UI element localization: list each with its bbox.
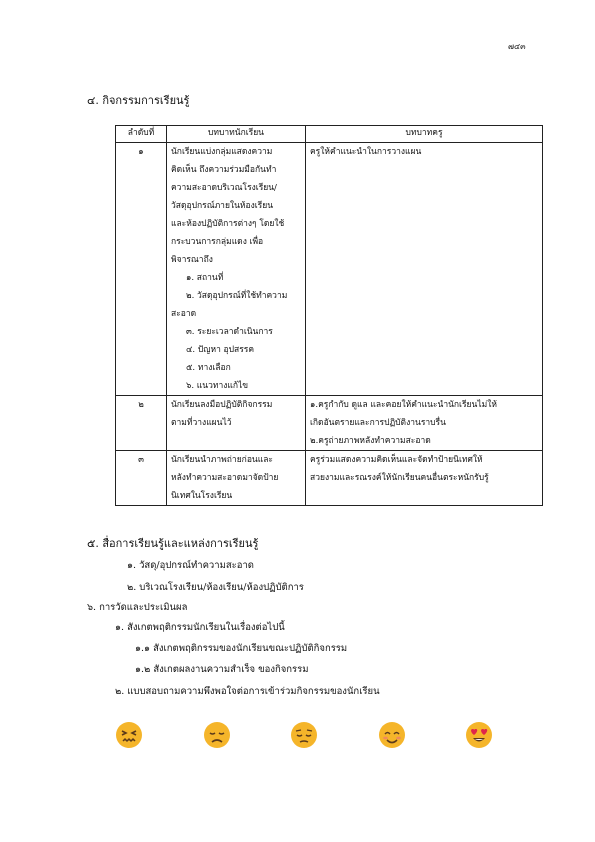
row-number: ๓ xyxy=(116,451,167,506)
section4-heading: ๔. กิจกรรมการเรียนรู้ xyxy=(87,94,190,107)
media-item-1: ๑. วัสดุ/อุปกรณ์ทำความสะอาด xyxy=(127,560,254,571)
section6-heading: ๖. การวัดและประเมินผล xyxy=(87,602,188,613)
student-role-line: พิจารณาถึง xyxy=(171,255,213,265)
smiling-face-icon xyxy=(378,721,406,749)
eval-sub-1: ๑.๑ สังเกตพฤติกรรมของนักเรียนขณะปฏิบัติกิจกรรม xyxy=(135,643,348,654)
section5-heading: ๕. สื่อการเรียนรู้และแหล่งการเรียนรู้ xyxy=(87,537,259,550)
disappointed-face-icon xyxy=(203,721,231,749)
teacher-role-line: ครูร่วมแสดงความคิดเห็นและจัดทำป้ายนิเทศให้ xyxy=(310,455,483,465)
header-no: ลำดับที่ xyxy=(116,126,167,143)
teacher-role-cell xyxy=(306,396,543,451)
student-role-cell xyxy=(167,396,306,451)
student-role-line: กระบวนการกลุ่มแดง เพื่อ xyxy=(171,237,264,247)
student-role-line: ตามที่วางแผนไว้ xyxy=(171,418,232,428)
eval-item-2: ๒. แบบสอบถามความพึงพอใจต่อการเข้าร่วมกิจกรรมของนักเรียน xyxy=(115,686,380,697)
teacher-role-line: ๒.ครูถ่ายภาพหลังทำความสะอาด xyxy=(310,436,431,446)
media-item-2: ๒. บริเวณโรงเรียน/ห้องเรียน/ห้องปฏิบัติการ xyxy=(127,582,304,593)
teacher-role-line: สวยงามและรณรงค์ให้นักเรียนคนอื่นตระหนักรับรู้ xyxy=(310,473,489,483)
teacher-role-cell xyxy=(306,143,543,396)
table-row xyxy=(116,396,543,451)
header-student-role: บทบาทนักเรียน xyxy=(167,126,306,143)
row-number: ๒ xyxy=(116,396,167,451)
student-role-line: วัสดุอุปกรณ์ภายในห้องเรียน xyxy=(171,201,274,211)
consideration-item: ๕. ทางเลือก xyxy=(186,363,231,373)
student-role-line: นักเรียนแบ่งกลุ่มแสดงความ xyxy=(171,147,273,157)
table-row xyxy=(116,143,543,396)
student-role-line: ความสะอาดบริเวณโรงเรียน/ xyxy=(171,183,277,193)
table-row xyxy=(116,451,543,506)
consideration-item: ๔. ปัญหา อุปสรรค xyxy=(186,345,255,355)
eval-item-1: ๑. สังเกตพฤติกรรมนักเรียนในเรื่องต่อไปนี้ xyxy=(115,622,285,633)
page-number: ๗๔๓ xyxy=(508,42,526,51)
student-role-line: นักเรียนนำภาพถ่ายก่อนและ xyxy=(171,455,273,465)
activities-table xyxy=(115,125,543,506)
consideration-item: สะอาด xyxy=(171,309,197,319)
student-role-line: นิเทศในโรงเรียน xyxy=(171,491,233,501)
consideration-item: ๒. วัสดุอุปกรณ์ที่ใช้ทำความ xyxy=(186,291,288,301)
student-role-line: หลังทำความสะอาดมาจัดป้าย xyxy=(171,473,279,483)
consideration-item: ๓. ระยะเวลาดำเนินการ xyxy=(186,327,273,337)
student-role-line: นักเรียนลงมือปฏิบัติกิจกรรม xyxy=(171,400,273,410)
consideration-item: ๖. แนวทางแก้ไข xyxy=(186,381,249,391)
teacher-role-line: ครูให้คำแนะนำในการวางแผน xyxy=(310,147,422,157)
row-number: ๑ xyxy=(116,143,167,396)
student-role-cell xyxy=(167,143,306,396)
heart-eyes-face-icon xyxy=(465,721,493,749)
eval-sub-2: ๑.๒ สังเกตผลงานความสำเร็จ ของกิจกรรม xyxy=(135,664,309,675)
table-header-row xyxy=(116,126,543,143)
student-role-cell xyxy=(167,451,306,506)
teacher-role-line: ๑.ครูกำกับ ดูแล และคอยให้คำแนะนำนักเรียนไม่ให้ xyxy=(310,400,497,410)
relieved-face-icon xyxy=(290,721,318,749)
confounded-face-icon xyxy=(115,721,143,749)
student-role-line: และห้องปฏิบัติการต่างๆ โดยใช้ xyxy=(171,219,285,229)
teacher-role-cell xyxy=(306,451,543,506)
student-role-line: คิดเห็น ถึงความร่วมมือกันทำ xyxy=(171,165,277,175)
consideration-item: ๑. สถานที่ xyxy=(186,273,224,283)
header-teacher-role: บทบาทครู xyxy=(306,126,543,143)
teacher-role-line: เกิดอันตรายและการปฏิบัติงานราบรื่น xyxy=(310,418,446,428)
